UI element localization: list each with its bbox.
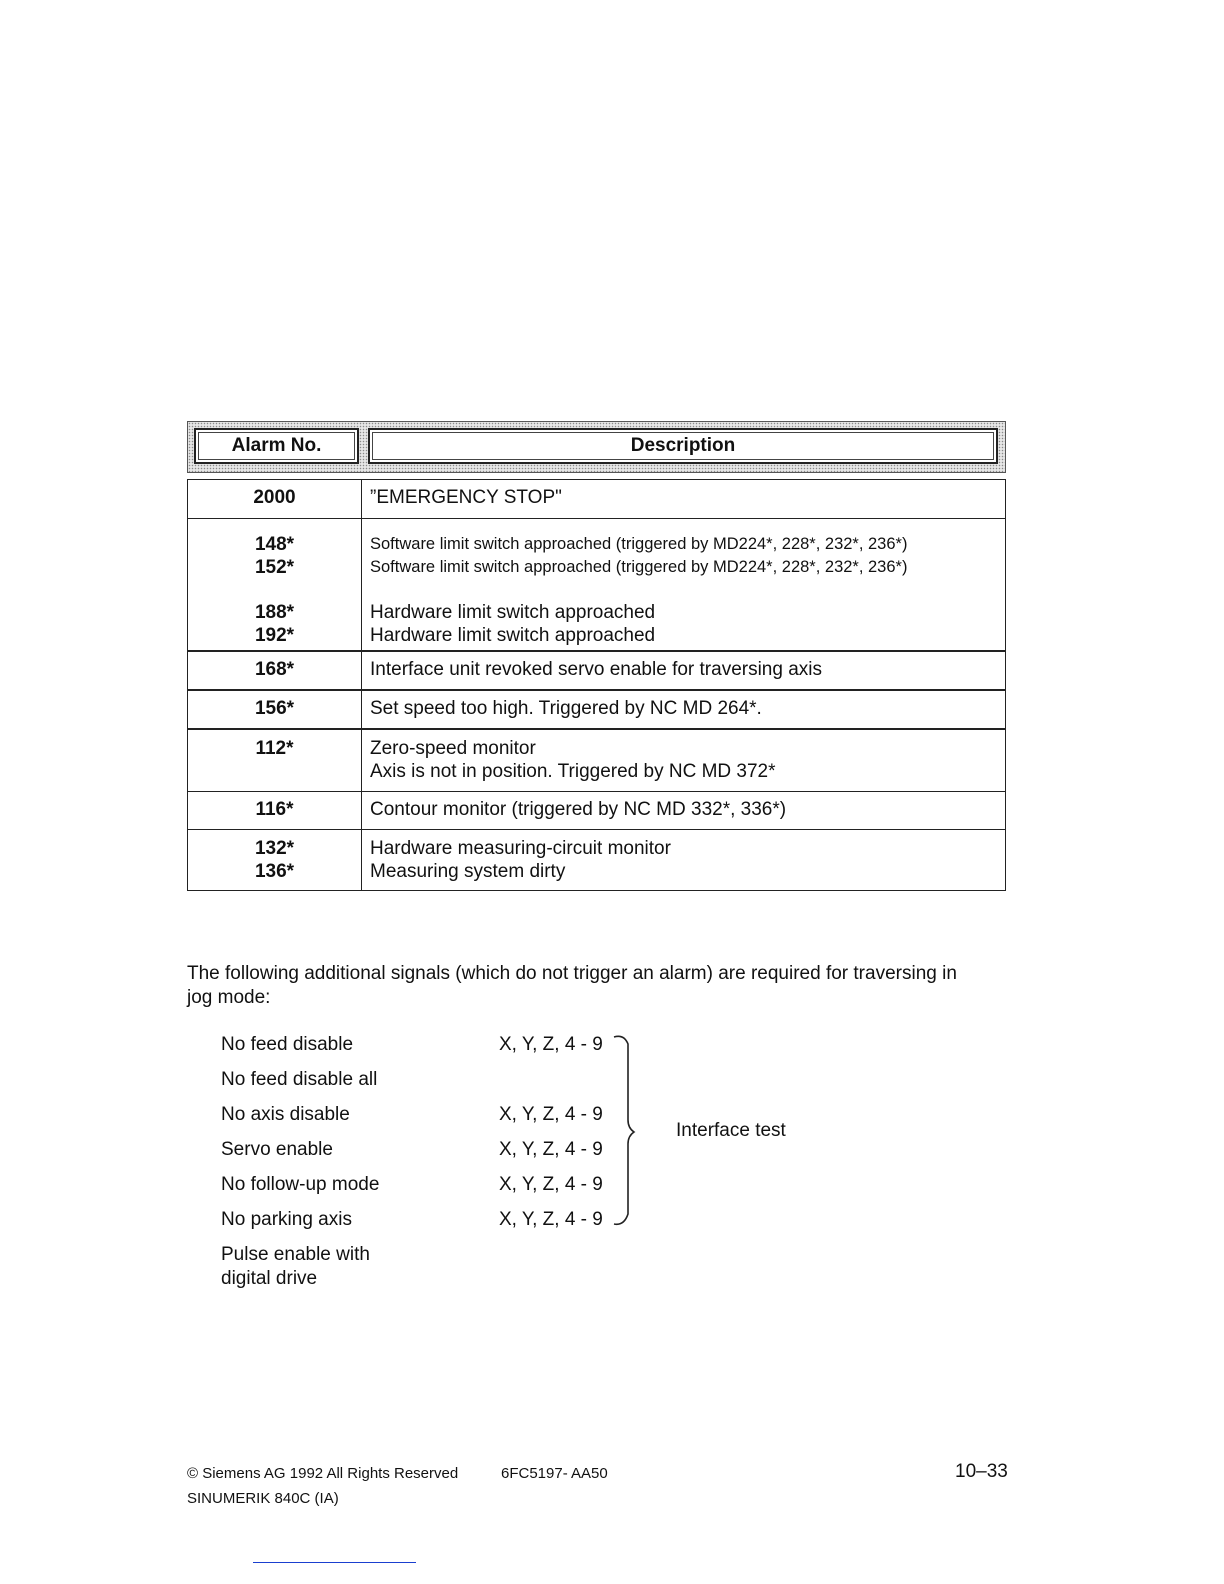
alarm-number-cell (188, 730, 362, 791)
signal-axes: X, Y, Z, 4 - 9 (499, 1104, 603, 1125)
alarm-description: Software limit switch approached (triggered by MD224*, 228*, 232*, 236*) (370, 558, 908, 576)
alarm-number: 188* (254, 602, 295, 623)
copyright: © Siemens AG 1992 All Rights Reserved (187, 1465, 459, 1482)
alarm-description: Set speed too high. Triggered by NC MD 264*. (370, 698, 762, 719)
alarm-description: Zero-speed monitor (370, 738, 536, 759)
interface-test-label: Interface test (676, 1120, 786, 1141)
alarm-description: Interface unit revoked servo enable for traversing axis (370, 659, 823, 680)
alarm-description-cell (362, 480, 1005, 518)
alarm-description: Measuring system dirty (370, 861, 566, 882)
alarm-description-cell (362, 730, 1005, 791)
alarm-table (187, 479, 1006, 891)
signal-name: No parking axis (221, 1209, 352, 1230)
order-number: 6FC5197- AA50 (501, 1465, 608, 1482)
signal-name-line: digital drive (221, 1268, 318, 1289)
alarm-description-cell (362, 830, 1005, 890)
alarm-description-cell (362, 792, 1005, 829)
signal-axes: X, Y, Z, 4 - 9 (499, 1139, 603, 1160)
signal-name: No axis disable (221, 1104, 350, 1125)
alarm-number: 148* (254, 534, 295, 555)
table-row (188, 519, 1005, 652)
alarm-number: 132* (254, 838, 295, 859)
product-name: SINUMERIK 840C (IA) (187, 1490, 339, 1507)
alarm-number: 152* (254, 557, 295, 578)
signal-name: No follow-up mode (221, 1174, 380, 1195)
alarm-description-cell (362, 652, 1005, 689)
signal-name (221, 1243, 541, 1291)
alarm-description-cell (362, 519, 1005, 650)
signal-axes: X, Y, Z, 4 - 9 (499, 1174, 603, 1195)
alarm-number: 136* (254, 861, 295, 882)
alarm-no-header: Alarm No. (194, 428, 359, 464)
alarm-number-cell (188, 792, 362, 829)
signal-axes-list (499, 1033, 619, 1243)
alarm-description: Hardware limit switch approached (370, 602, 656, 623)
signal-axes: X, Y, Z, 4 - 9 (499, 1034, 603, 1055)
alarm-description: ”EMERGENCY STOP" (370, 487, 562, 508)
alarm-number-cell (188, 830, 362, 890)
alarm-description: Hardware limit switch approached (370, 625, 656, 646)
alarm-description: Axis is not in position. Triggered by NC MD 372* (370, 761, 776, 782)
alarm-number: 112* (255, 738, 294, 759)
alarm-number: 168* (254, 659, 295, 680)
alarm-number: 192* (254, 625, 295, 646)
signal-name-line: Pulse enable with (221, 1244, 370, 1265)
signal-list (221, 1033, 541, 1291)
alarm-number-cell (188, 691, 362, 728)
signal-name: Servo enable (221, 1139, 333, 1160)
alarm-description-cell (362, 691, 1005, 728)
table-row (188, 652, 1005, 691)
alarm-number: 2000 (253, 487, 296, 508)
table-row (188, 691, 1005, 730)
alarm-number: 156* (254, 698, 295, 719)
table-row (188, 480, 1005, 519)
alarm-number-cell (188, 519, 362, 650)
signal-axes (499, 1068, 619, 1103)
table-row (188, 730, 1005, 792)
signal-name: No feed disable all (221, 1069, 378, 1090)
link-underline (253, 1562, 416, 1563)
alarm-description: Contour monitor (triggered by NC MD 332*, 336*) (370, 799, 787, 820)
alarm-description: Software limit switch approached (triggered by MD224*, 228*, 232*, 236*) (370, 535, 908, 553)
alarm-number: 116* (255, 799, 294, 820)
signal-axes: X, Y, Z, 4 - 9 (499, 1209, 603, 1230)
table-header (187, 421, 1006, 473)
page-number: 10–33 (955, 1461, 1008, 1482)
intro-paragraph: The following additional signals (which do not trigger an alarm) are required for traversing in jog mode: (187, 963, 957, 1008)
alarm-number-cell (188, 652, 362, 689)
table-row (188, 792, 1005, 830)
table-row (188, 830, 1005, 891)
description-header: Description (368, 428, 998, 464)
signal-name: No feed disable (221, 1034, 354, 1055)
curly-brace-icon (612, 1034, 652, 1228)
alarm-description: Hardware measuring-circuit monitor (370, 838, 671, 859)
alarm-number-cell (188, 480, 362, 518)
